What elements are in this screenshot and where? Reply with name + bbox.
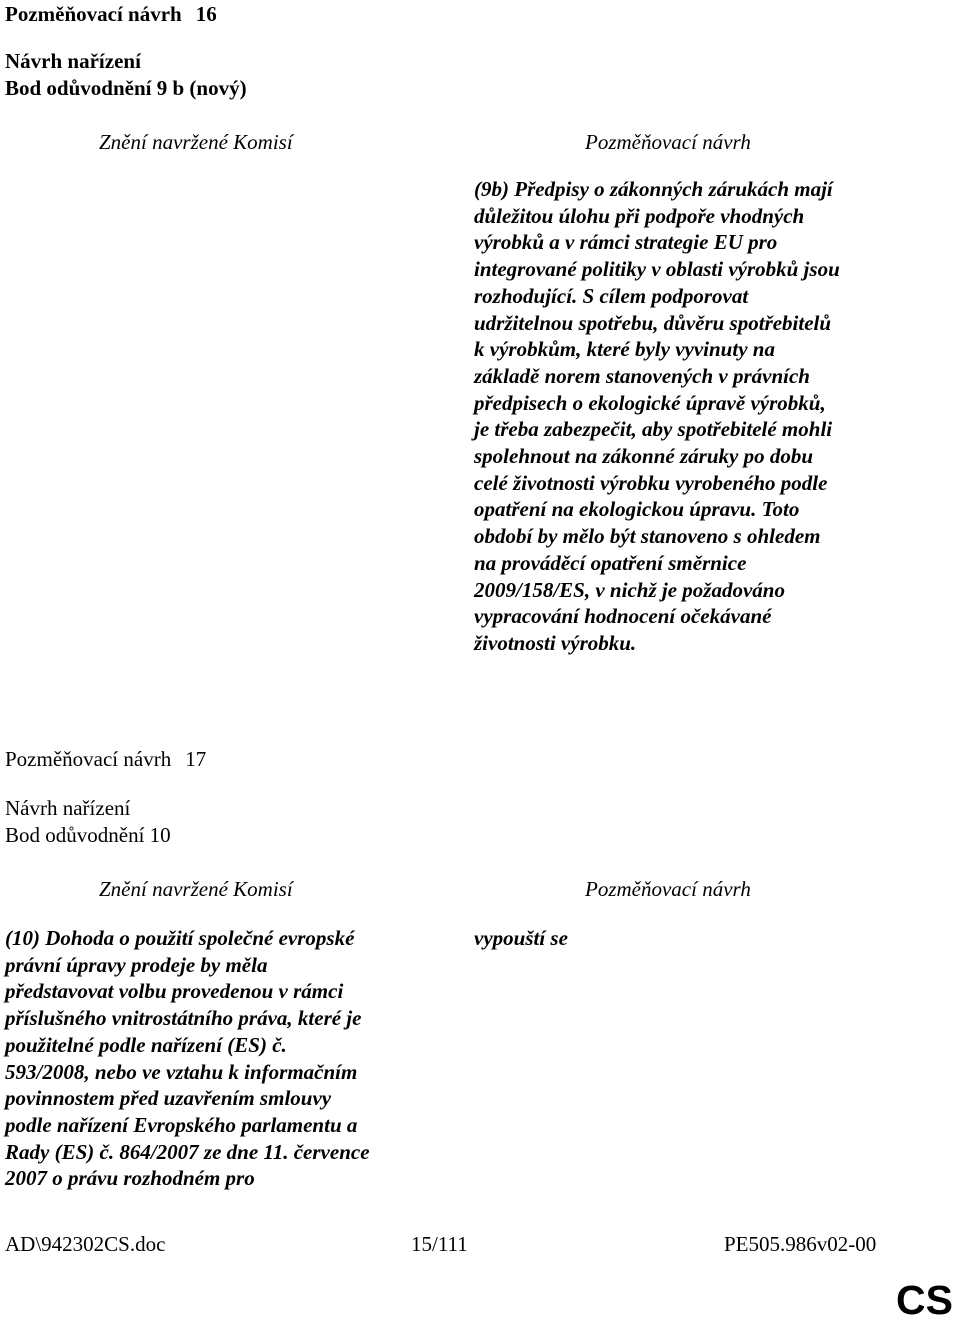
text-line: základě norem stanovených v právních bbox=[474, 363, 810, 388]
footer-page-number: 15/111 bbox=[411, 1232, 468, 1256]
amendment-number: 16 bbox=[195, 2, 217, 26]
column-header-amendment: Pozměňovací návrh bbox=[585, 130, 751, 154]
text-line: představovat volbu provedenou v rámci bbox=[5, 979, 344, 1004]
text-line: (9b) Předpisy o zákonných zárukách mají bbox=[474, 177, 833, 201]
amendment-label: Pozměňovací návrh bbox=[5, 747, 172, 771]
text-line: příslušného vnitrostátního práva, které je bbox=[5, 1006, 362, 1031]
text-line: udržitelnou spotřebu, důvěru spotřebitelů bbox=[474, 310, 832, 335]
proposal-title: Návrh nařízení bbox=[5, 49, 141, 73]
text-line: integrované politiky v oblasti výrobků jsou bbox=[474, 257, 840, 282]
text-line: 2009/158/ES, v nichž je požadováno bbox=[474, 577, 785, 602]
text-line: důležitou úlohu při podpoře vhodných bbox=[474, 203, 805, 228]
text-line: právní úpravy prodeje by měla bbox=[5, 952, 268, 977]
text-line: podle nařízení Evropského parlamentu a bbox=[5, 1112, 358, 1137]
column-header-commission: Znění navržené Komisí bbox=[99, 877, 293, 901]
text-line: je třeba zabezpečit, aby spotřebitelé mohli bbox=[474, 417, 833, 442]
amendment-16-text bbox=[474, 176, 944, 657]
footer-doc-ref: AD\942302CS.doc bbox=[5, 1232, 166, 1256]
amendment-number: 17 bbox=[185, 747, 207, 771]
text-line: 2007 o právu rozhodném pro bbox=[5, 1166, 255, 1191]
text-line: použitelné podle nařízení (ES) č. bbox=[5, 1032, 287, 1057]
commission-text bbox=[5, 925, 445, 1192]
text-line: vypracování hodnocení očekávané bbox=[474, 604, 772, 629]
column-header-commission: Znění navržené Komisí bbox=[99, 130, 293, 154]
footer-pe-ref: PE505.986v02-00 bbox=[724, 1232, 877, 1256]
text-line: životnosti výrobku. bbox=[474, 630, 637, 655]
recital-title: Bod odůvodnění 10 bbox=[5, 823, 171, 847]
text-line: celé životnosti výrobku vyrobeného podle bbox=[474, 470, 828, 495]
text-line: opatření na ekologickou úpravu. Toto bbox=[474, 497, 800, 522]
text-line: povinnostem před uzavřením smlouvy bbox=[5, 1086, 332, 1111]
column-header-amendment: Pozměňovací návrh bbox=[585, 877, 751, 901]
text-line: Rady (ES) č. 864/2007 ze dne 11. července bbox=[5, 1139, 370, 1164]
proposal-title: Návrh nařízení bbox=[5, 796, 131, 820]
text-line: výrobků a v rámci strategie EU pro bbox=[474, 230, 778, 255]
text-line: období by mělo být stanoveno s ohledem bbox=[474, 524, 821, 549]
recital-title: Bod odůvodnění 9 b (nový) bbox=[5, 76, 247, 100]
text-line: (10) Dohoda o použití společné evropské bbox=[5, 926, 355, 950]
deleted-note: vypouští se bbox=[474, 926, 568, 950]
amendment-17-heading bbox=[5, 746, 206, 773]
text-line: předpisech o ekologické úpravě výrobků, bbox=[474, 390, 826, 415]
text-line: 593/2008, nebo ve vztahu k informačním bbox=[5, 1059, 358, 1084]
text-line: spolehnout na zákonné záruky po dobu bbox=[474, 444, 814, 469]
language-code: CS bbox=[896, 1277, 953, 1323]
text-line: rozhodující. S cílem podporovat bbox=[474, 283, 749, 308]
text-line: k výrobkům, které byly vyvinuty na bbox=[474, 337, 775, 362]
amendment-16-heading bbox=[5, 1, 217, 28]
amendment-label: Pozměňovací návrh bbox=[5, 2, 182, 26]
text-line: na prováděcí opatření směrnice bbox=[474, 550, 747, 575]
